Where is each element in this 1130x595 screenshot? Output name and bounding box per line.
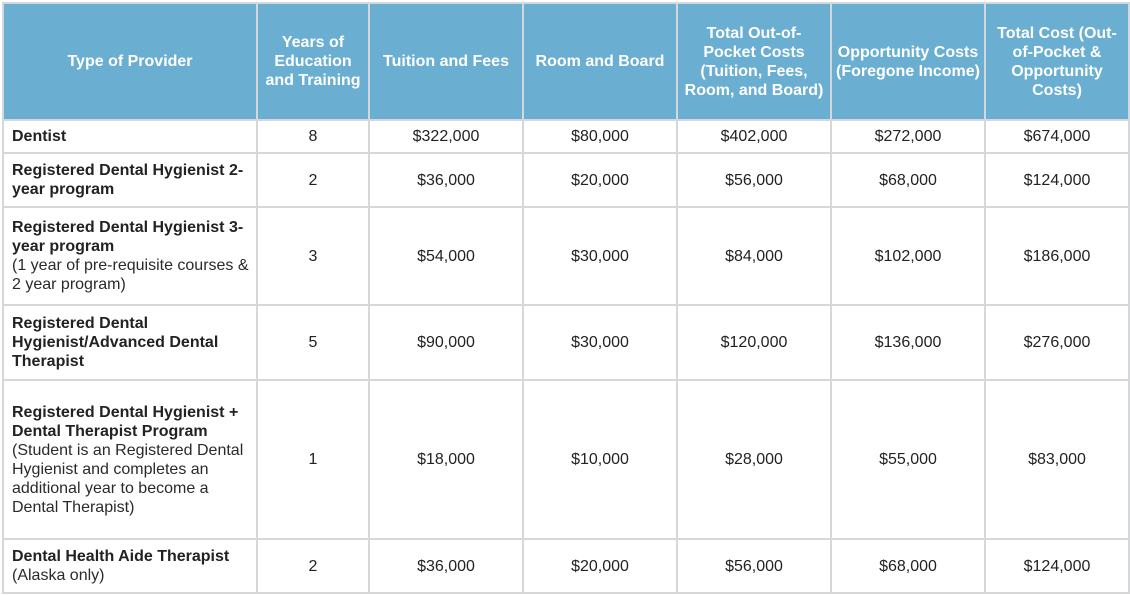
provider-name: Dentist: [12, 128, 67, 145]
tuition-cell: $90,000: [369, 305, 523, 380]
tuition-cell: $322,000: [369, 120, 523, 153]
table-row: [3, 380, 1129, 539]
header-room-board: Room and Board: [523, 3, 677, 120]
tuition-cell: $18,000: [369, 380, 523, 539]
total-cost-cell: $124,000: [985, 153, 1129, 207]
provider-note: (1 year of pre-requisite courses & 2 year program): [12, 257, 249, 293]
header-tuition: Tuition and Fees: [369, 3, 523, 120]
out-of-pocket-cell: $120,000: [677, 305, 831, 380]
header-opportunity: Opportunity Costs (Foregone Income): [831, 3, 985, 120]
table-row: [3, 120, 1129, 153]
provider-name: Registered Dental Hygienist 2-year program: [12, 162, 244, 198]
provider-cell: [3, 305, 257, 380]
table-row: [3, 207, 1129, 305]
years-cell: 8: [257, 120, 369, 153]
years-cell: 2: [257, 153, 369, 207]
header-row: [3, 3, 1129, 120]
opportunity-cell: $136,000: [831, 305, 985, 380]
tuition-cell: $36,000: [369, 539, 523, 593]
out-of-pocket-cell: $84,000: [677, 207, 831, 305]
table-row: [3, 153, 1129, 207]
out-of-pocket-cell: $56,000: [677, 153, 831, 207]
provider-note: (Student is an Registered Dental Hygienist and completes an additional year to become a Dental Therapist): [12, 441, 244, 516]
years-cell: 1: [257, 380, 369, 539]
table-row: [3, 539, 1129, 593]
provider-name: Registered Dental Hygienist/Advanced Dental Therapist: [12, 315, 219, 370]
room-board-cell: $30,000: [523, 207, 677, 305]
provider-name: Dental Health Aide Therapist: [12, 548, 230, 565]
opportunity-cell: $68,000: [831, 153, 985, 207]
opportunity-cell: $55,000: [831, 380, 985, 539]
room-board-cell: $80,000: [523, 120, 677, 153]
header-years: Years of Education and Training: [257, 3, 369, 120]
room-board-cell: $20,000: [523, 539, 677, 593]
provider-cell: [3, 207, 257, 305]
header-type-of-provider: Type of Provider: [3, 3, 257, 120]
provider-name: Registered Dental Hygienist 3-year program: [12, 219, 244, 255]
total-cost-cell: $674,000: [985, 120, 1129, 153]
provider-cell: [3, 120, 257, 153]
tuition-cell: $36,000: [369, 153, 523, 207]
total-cost-cell: $124,000: [985, 539, 1129, 593]
provider-cell: [3, 380, 257, 539]
out-of-pocket-cell: $56,000: [677, 539, 831, 593]
years-cell: 2: [257, 539, 369, 593]
table-row: [3, 305, 1129, 380]
opportunity-cell: $272,000: [831, 120, 985, 153]
provider-cell: [3, 153, 257, 207]
room-board-cell: $30,000: [523, 305, 677, 380]
room-board-cell: $10,000: [523, 380, 677, 539]
header-total-cost: Total Cost (Out-of-Pocket & Opportunity Costs): [985, 3, 1129, 120]
total-cost-cell: $83,000: [985, 380, 1129, 539]
out-of-pocket-cell: $28,000: [677, 380, 831, 539]
years-cell: 3: [257, 207, 369, 305]
total-cost-cell: $276,000: [985, 305, 1129, 380]
total-cost-cell: $186,000: [985, 207, 1129, 305]
room-board-cell: $20,000: [523, 153, 677, 207]
tuition-cell: $54,000: [369, 207, 523, 305]
provider-note: (Alaska only): [12, 567, 105, 584]
years-cell: 5: [257, 305, 369, 380]
header-out-of-pocket: Total Out-of-Pocket Costs (Tuition, Fees, Room, and Board): [677, 3, 831, 120]
provider-cell: [3, 539, 257, 593]
provider-cost-table: [2, 2, 1130, 594]
provider-name: Registered Dental Hygienist + Dental Therapist Program: [12, 403, 239, 440]
opportunity-cell: $102,000: [831, 207, 985, 305]
out-of-pocket-cell: $402,000: [677, 120, 831, 153]
opportunity-cell: $68,000: [831, 539, 985, 593]
